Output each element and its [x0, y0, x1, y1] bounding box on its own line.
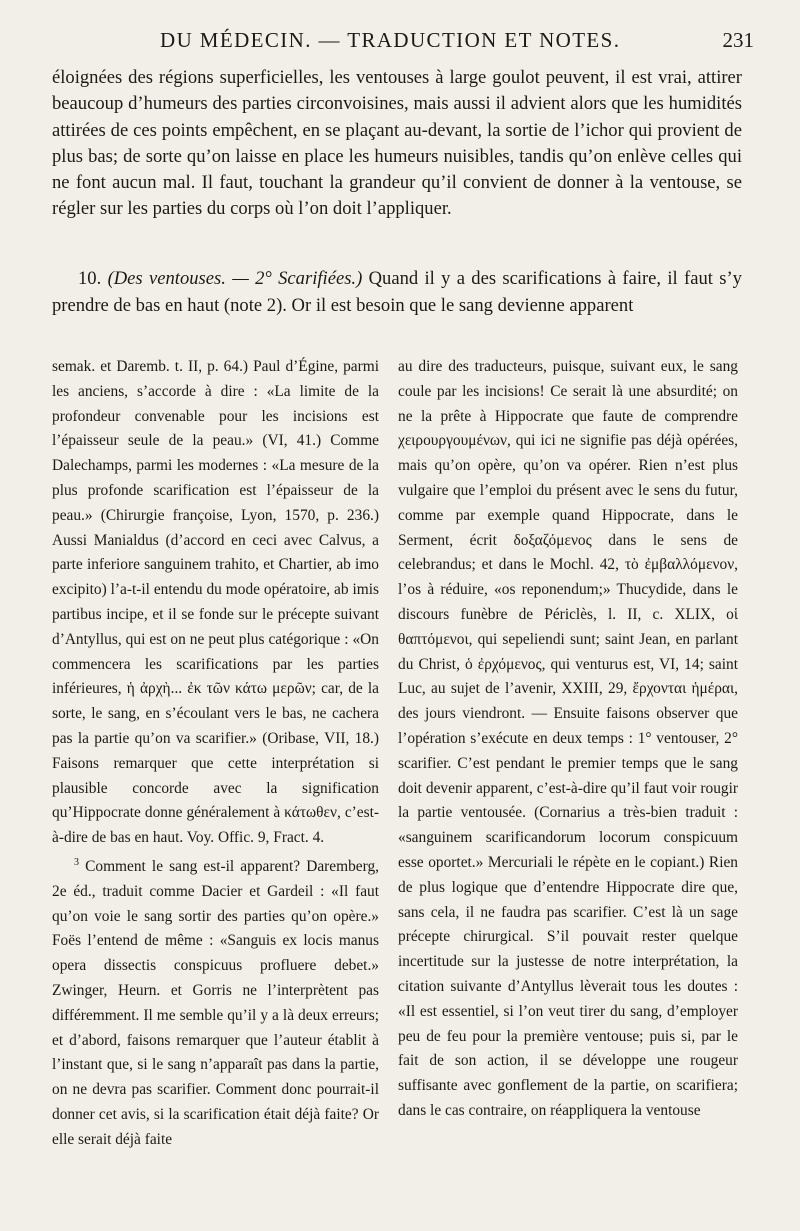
- section-text: Quand il y a des scarifications à faire, il faut s’y prendre de bas en haut (note 2). Or il est besoin que le sang devienne apparent: [52, 268, 742, 316]
- section-10-paragraph: [52, 265, 742, 319]
- note-continuation: semak. et Daremb. t. II, p. 64.) Paul d’Égine, parmi les anciens, s’accorde à dire : «La limite de la profondeur convenable pour les incisions est l’épaisseur seule de la peau.» (VI, 41.) Comme Dalechamps, parmi les modernes : «La mesure de la plus profonde scarification est l’épaisseur de la peau.» (Chirurgie françoise, Lyon, 1570, p. 236.) Aussi Manialdus (d’accord en ceci avec Calvus, a parte inferiore sanguinem trahito, et Chartier, ab imo excipito) l’a-t-il entendu du mode opératoire, ab imis partibus incipe, et il se fonde sur le précepte suivant d’Antyllus, qui est on ne peut plus catégorique : «On commencera les scarifications par les parties inférieures, ἡ ἀρχὴ... ἐκ τῶν κάτω μερῶν; car, de la sorte, le sang, en s’écoulant vers le bas, ne cachera pas la partie qu’on va scarifier.» (Oribase, VII, 18.) Faisons remarquer que cette interprétation si plausible concorde avec la signification qu’Hippocrate donne généralement à κάτωθεν, c’est-à-dire de bas en haut. Voy. Offic. 9, Fract. 4.: [52, 358, 379, 847]
- section-10: [52, 265, 742, 319]
- note-3-marker: 3: [74, 856, 79, 868]
- page-number: 231: [722, 28, 754, 52]
- note-3: [52, 851, 379, 1153]
- section-heading: (Des ventouses. — 2° Scarifiées.): [107, 268, 363, 289]
- page-header: [160, 28, 760, 58]
- notes-left-column: [52, 355, 379, 1153]
- note-3-continuation: au dire des traducteurs, puisque, suivant eux, le sang coule par les incisions! Ce serait là une absurdité; on ne la prête à Hippocrate que faute de comprendre χειρουργουμένων, qui ici ne signifie pas déjà opérées, mais qu’on opère, qu’on va opérer. Rien n’est plus vulgaire que l’emploi du présent avec le sens du futur, comme par exemple quand Hippocrate, dans le Serment, écrit δοξαζόμενος dans le sens de celebrandus; et dans le Mochl. 42, τὸ ἐμβαλλόμενον, l’os à réduire, «os reponendum;» Thucydide, dans le discours funèbre de Périclès, l. II, c. XLIX, οἱ θαπτόμενοι, qui sepeliendi sunt; saint Jean, en parlant du Christ, ὁ ἐρχόμενος, qui venturus est, VI, 14; saint Luc, au sujet de l’avenir, XXIII, 29, ἔρχονται ἡμέραι, des jours viendront. — Ensuite faisons observer que l’opération s’exécute en deux temps : 1° ventouser, 2° scarifier. C’est pendant le premier temps que le sang doit devenir apparent, c’est-à-dire qu’il faut voir rougir la partie ventousée. (Cornarius a très-bien traduit : «sanguinem scarificandorum locorum conspicuum esse oportet.» Mercuriali le répète en le copiant.) Rien de plus logique que d’entendre Hippocrate dire que, sans cela, il ne faudra pas scarifier. C’est là un sage précepte chirurgical. S’il pouvait rester quelque incertitude sur la justesse de notre interprétation, la citation suivante d’Antyllus lèverait tous les doutes : «Il est essentiel, si l’on veut tirer du sang, d’employer peu de feu pour la première ventouse; puis si, par le fait de son action, il se développe une rougeur suffisante avec gonflement de la partie, on scarifiera; dans le cas contraire, on réappliquera la ventouse: [398, 358, 738, 1119]
- lead-paragraph: [52, 65, 742, 223]
- lead-paragraph-text: éloignées des régions superficielles, les ventouses à large goulot peuvent, il est vrai, attirer beaucoup d’humeurs des parties circonvoisines, mais aussi il advient alors que les humidités attirées de ces points empêchent, en se plaçant au-devant, la sortie de l’ichor qui provient de plus bas; de sorte qu’on laisse en place les humeurs nuisibles, tandis qu’on enlève celles qui ne font aucun mal. Il faut, touchant la grandeur qu’il convient de donner à la ventouse, se régler sur les parties du corps où l’on doit l’appliquer.: [52, 67, 742, 220]
- note-3-text: Comment le sang est-il apparent? Daremberg, 2e éd., traduit comme Dacier et Gardeil : «Il faut qu’on voie le sang sortir des parties qu’on opère.» Foës l’entend de même : «Sanguis ex locis manus opera dissectis conspicuus profluere debet.» Zwinger, Heurn. et Gorris ne l’interprètent pas différemment. Il me semble qu’il y a là deux erreurs; et d’abord, faisons remarquer que l’auteur établit à l’instant que, si le sang n’apparaît pas dans la partie, on ne devra pas scarifier. Comment donc pourrait-il donner cet avis, si la scarification était déjà faite? Or elle serait déjà faite: [52, 858, 379, 1148]
- running-title: DU MÉDECIN. — TRADUCTION ET NOTES.: [160, 28, 621, 52]
- section-number: 10.: [78, 268, 102, 289]
- notes-right-column: [398, 355, 738, 1124]
